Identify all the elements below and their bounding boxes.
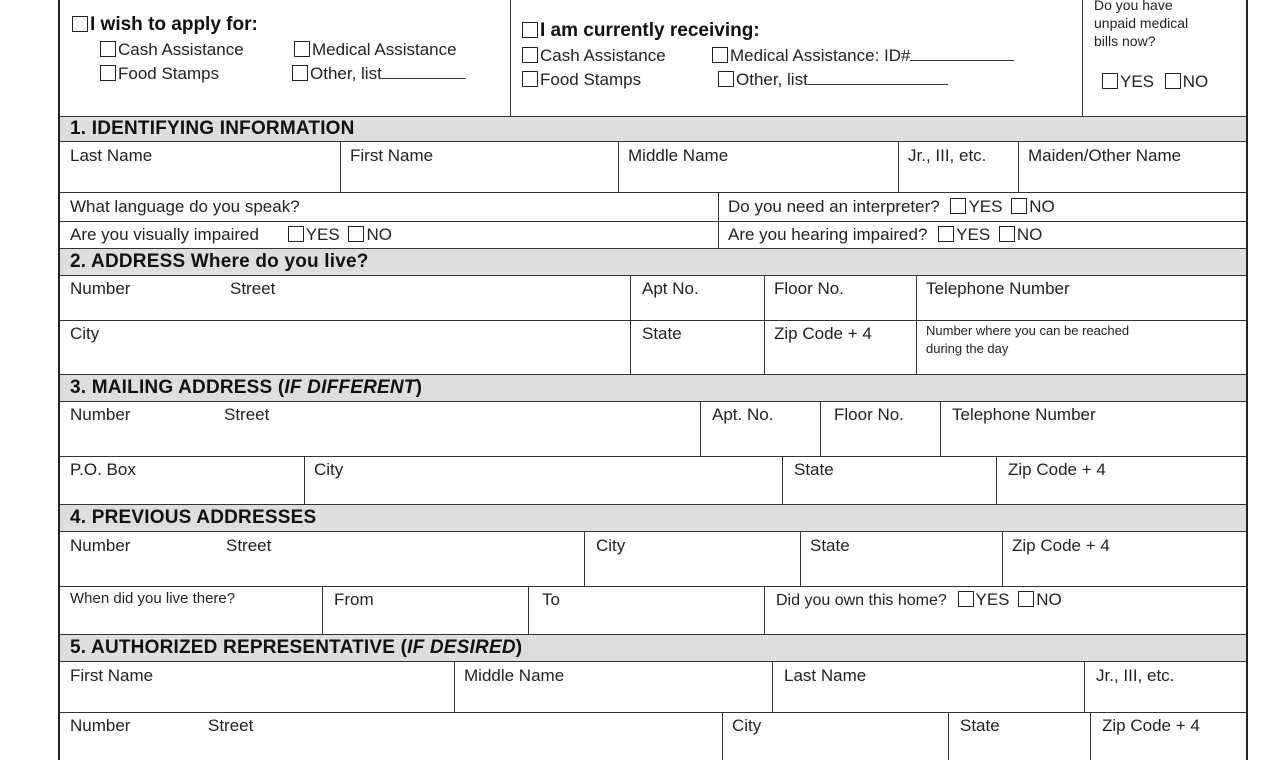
s5-divider <box>772 662 773 712</box>
apply-checkbox[interactable] <box>72 16 88 32</box>
receiving-medical-option[interactable] <box>712 46 1014 66</box>
apply-for-group <box>72 14 258 36</box>
apply-foodstamps-label: Food Stamps <box>118 64 220 83</box>
previous-state-field[interactable]: State <box>810 536 850 555</box>
receiving-heading: I am currently receiving: <box>540 20 760 41</box>
own-home-label: Did you own this home? <box>776 592 947 609</box>
apply-cash-checkbox[interactable] <box>100 41 116 57</box>
section-4-title: 4. PREVIOUS ADDRESSES <box>70 507 317 528</box>
section-2-title: 2. ADDRESS Where do you live? <box>70 251 369 272</box>
mailing-street-field[interactable]: Street <box>224 405 270 424</box>
s4-rule <box>60 586 1246 587</box>
section-5-title <box>70 637 522 659</box>
rep-number-field[interactable]: Number <box>70 716 131 735</box>
hearing-label: Are you hearing impaired? <box>728 225 928 244</box>
section-3-title <box>70 377 422 399</box>
middle-name-field[interactable]: Middle Name <box>628 146 729 165</box>
apply-heading: I wish to apply for: <box>90 14 258 35</box>
mailing-city-field[interactable]: City <box>314 460 344 479</box>
last-name-field[interactable]: Last Name <box>70 146 153 165</box>
s4-divider <box>764 586 765 634</box>
apply-foodstamps-checkbox[interactable] <box>100 65 116 81</box>
interpreter-yes-label: YES <box>968 197 1003 216</box>
mailing-state-field[interactable]: State <box>794 460 834 479</box>
first-name-field[interactable]: First Name <box>350 146 434 165</box>
hearing-question <box>728 225 1042 245</box>
s5-divider <box>1090 712 1091 760</box>
receiving-group <box>522 20 760 42</box>
daytime-number-line-1: Number where you can be reached <box>926 323 1130 338</box>
apply-other-checkbox[interactable] <box>292 65 308 81</box>
lived-to-field[interactable]: To <box>542 590 560 609</box>
s3-rule <box>60 456 1246 457</box>
apply-medical-checkbox[interactable] <box>294 41 310 57</box>
own-home-no-checkbox[interactable] <box>1018 591 1034 607</box>
medical-bills-yes-label: YES <box>1120 72 1155 91</box>
s2-rule <box>60 320 1246 321</box>
interpreter-no-label: NO <box>1029 197 1055 216</box>
top-divider-1 <box>510 0 511 116</box>
visual-question <box>70 225 392 245</box>
s5-divider <box>948 712 949 760</box>
address-zip-field[interactable]: Zip Code + 4 <box>774 324 872 343</box>
apply-cash-option[interactable] <box>100 40 244 60</box>
interpreter-no-checkbox[interactable] <box>1011 198 1027 214</box>
rep-suffix-field[interactable]: Jr., III, etc. <box>1096 666 1175 685</box>
interpreter-yes-checkbox[interactable] <box>950 198 966 214</box>
medical-bills-question <box>1094 0 1188 50</box>
section-3-title-italic: IF DIFFERENT <box>284 377 416 398</box>
s4-divider <box>1002 532 1003 586</box>
medical-bills-no-label: NO <box>1182 72 1209 91</box>
s1-rule <box>60 192 1246 193</box>
s3-divider <box>700 402 701 456</box>
apply-other-input[interactable] <box>382 78 466 79</box>
s3-divider <box>940 402 941 456</box>
daytime-number-line-2: during the day <box>926 341 1009 356</box>
hearing-yes-checkbox[interactable] <box>938 226 954 242</box>
s2-divider <box>916 276 917 374</box>
mailing-number-field[interactable]: Number <box>70 405 131 424</box>
visual-no-checkbox[interactable] <box>348 226 364 242</box>
visual-no-label: NO <box>366 225 392 244</box>
receiving-other-checkbox[interactable] <box>718 71 734 87</box>
s1-divider <box>618 142 619 192</box>
receiving-cash-checkbox[interactable] <box>522 47 538 63</box>
address-floor-field[interactable]: Floor No. <box>774 279 844 298</box>
apply-medical-option[interactable] <box>294 40 457 60</box>
receiving-other-input[interactable] <box>808 84 948 85</box>
address-apt-field[interactable]: Apt No. <box>642 279 699 298</box>
mailing-pobox-field[interactable]: P.O. Box <box>70 460 136 479</box>
medical-bills-line-1: Do you have <box>1094 0 1173 13</box>
receiving-foodstamps-checkbox[interactable] <box>522 71 538 87</box>
receiving-checkbox[interactable] <box>522 22 538 38</box>
own-home-no-label: NO <box>1036 590 1062 609</box>
top-divider-2 <box>1082 0 1083 116</box>
receiving-medical-label: Medical Assistance: ID# <box>730 46 911 65</box>
mailing-zip-field[interactable]: Zip Code + 4 <box>1008 460 1106 479</box>
rep-street-field[interactable]: Street <box>208 716 254 735</box>
previous-zip-field[interactable]: Zip Code + 4 <box>1012 536 1110 555</box>
mailing-floor-field[interactable]: Floor No. <box>834 405 904 424</box>
s1-divider <box>1018 142 1019 192</box>
receiving-medical-checkbox[interactable] <box>712 47 728 63</box>
s4-divider <box>528 586 529 634</box>
s4-divider <box>584 532 585 586</box>
section-3-title-prefix: 3. MAILING ADDRESS ( <box>70 377 285 398</box>
section-5-title-suffix: ) <box>515 637 523 658</box>
apply-foodstamps-option[interactable] <box>100 64 219 84</box>
mailing-phone-field[interactable]: Telephone Number <box>952 405 1096 424</box>
s5-rule <box>60 712 1246 713</box>
receiving-foodstamps-option[interactable] <box>522 70 641 90</box>
rep-zip-field[interactable]: Zip Code + 4 <box>1102 716 1200 735</box>
medical-bills-answers <box>1102 72 1208 92</box>
section-5-title-prefix: 5. AUTHORIZED REPRESENTATIVE ( <box>70 637 408 658</box>
lived-when-label: When did you live there? <box>70 590 236 607</box>
own-home-question <box>776 590 1062 610</box>
receiving-other-label: Other, list <box>736 70 808 89</box>
receiving-cash-label: Cash Assistance <box>540 46 666 65</box>
rep-state-field[interactable]: State <box>960 716 1000 735</box>
address-phone-field[interactable]: Telephone Number <box>926 279 1070 298</box>
visual-yes-label: YES <box>305 225 340 244</box>
hearing-no-checkbox[interactable] <box>999 226 1015 242</box>
receiving-other-option[interactable] <box>718 70 948 90</box>
previous-city-field[interactable]: City <box>596 536 626 555</box>
s1-rule <box>60 221 1246 222</box>
receiving-cash-option[interactable] <box>522 46 666 66</box>
apply-other-label: Other, list <box>310 64 382 83</box>
s2-divider <box>764 276 765 374</box>
rep-middle-name-field[interactable]: Middle Name <box>464 666 565 685</box>
language-field[interactable]: What language do you speak? <box>70 197 300 216</box>
previous-street-field[interactable]: Street <box>226 536 272 555</box>
suffix-field[interactable]: Jr., III, etc. <box>908 146 987 165</box>
apply-cash-label: Cash Assistance <box>118 40 244 59</box>
s4-divider <box>322 586 323 634</box>
application-form <box>58 0 1248 760</box>
medical-bills-yes-checkbox[interactable] <box>1102 73 1118 89</box>
visual-yes-checkbox[interactable] <box>288 226 304 242</box>
address-street-field[interactable]: Street <box>230 279 276 298</box>
rep-last-name-field[interactable]: Last Name <box>784 666 867 685</box>
visual-label: Are you visually impaired <box>70 225 259 244</box>
medical-bills-no-checkbox[interactable] <box>1165 73 1181 89</box>
section-5-title-italic: IF DESIRED <box>407 637 516 658</box>
s2-divider <box>630 276 631 374</box>
rep-first-name-field[interactable]: First Name <box>70 666 154 685</box>
own-home-yes-label: YES <box>975 590 1010 609</box>
s1-divider <box>898 142 899 192</box>
address-number-field[interactable]: Number <box>70 279 131 298</box>
apply-medical-label: Medical Assistance <box>312 40 457 59</box>
lived-from-field[interactable]: From <box>334 590 374 609</box>
medical-bills-line-3: bills now? <box>1094 33 1156 49</box>
interpreter-label: Do you need an interpreter? <box>728 197 940 216</box>
s5-divider <box>454 662 455 712</box>
s3-divider <box>820 402 821 456</box>
hearing-no-label: NO <box>1016 225 1043 244</box>
apply-other-option[interactable] <box>292 64 466 84</box>
s5-divider <box>722 712 723 760</box>
daytime-number-field[interactable] <box>926 322 1129 358</box>
s4-divider <box>800 532 801 586</box>
medical-id-input[interactable] <box>910 60 1014 61</box>
s5-divider <box>1084 662 1085 712</box>
rep-city-field[interactable]: City <box>732 716 762 735</box>
s1-divider <box>340 142 341 192</box>
maiden-name-field[interactable]: Maiden/Other Name <box>1028 146 1182 165</box>
s3-divider <box>782 456 783 504</box>
receiving-foodstamps-label: Food Stamps <box>540 70 642 89</box>
interpreter-question <box>728 197 1055 217</box>
hearing-yes-label: YES <box>956 225 991 244</box>
address-state-field[interactable]: State <box>642 324 682 343</box>
own-home-yes-checkbox[interactable] <box>958 591 974 607</box>
s3-divider <box>304 456 305 504</box>
previous-number-field[interactable]: Number <box>70 536 131 555</box>
s1-divider <box>718 192 719 248</box>
mailing-apt-field[interactable]: Apt. No. <box>712 405 774 424</box>
medical-bills-line-2: unpaid medical <box>1094 15 1189 31</box>
section-1-title: 1. IDENTIFYING INFORMATION <box>70 118 355 139</box>
section-3-title-suffix: ) <box>415 377 423 398</box>
s3-divider <box>996 456 997 504</box>
address-city-field[interactable]: City <box>70 324 100 343</box>
